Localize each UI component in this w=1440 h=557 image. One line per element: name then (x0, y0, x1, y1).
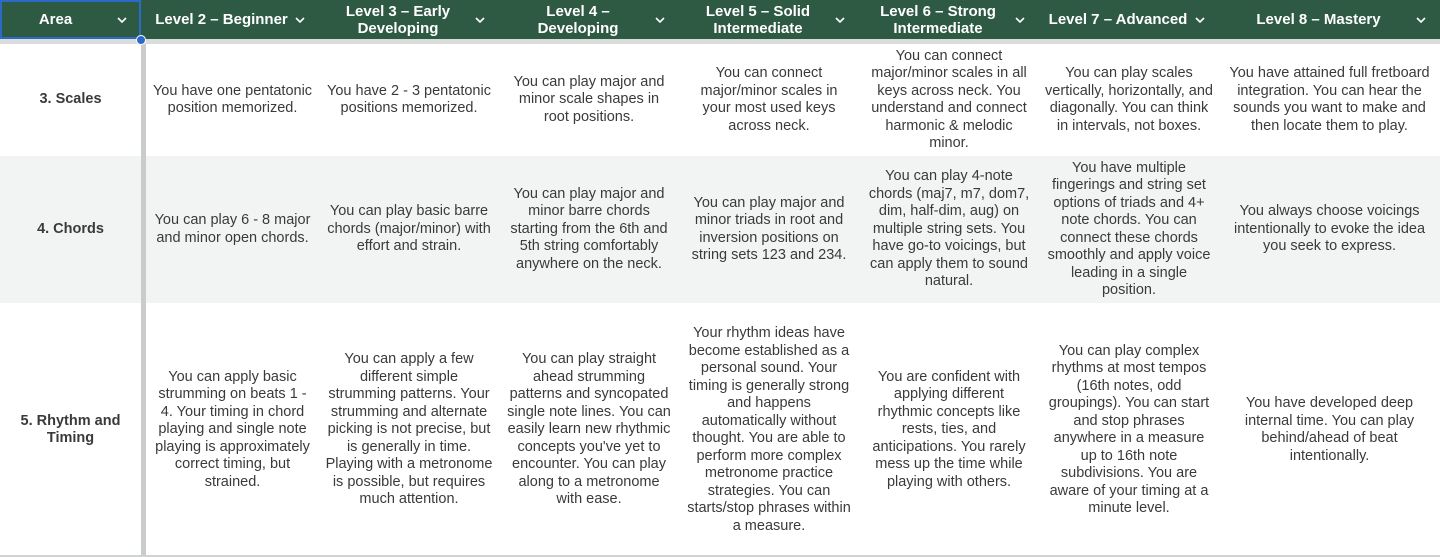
table-cell[interactable]: You always choose voicings intentionally to evoke the idea you seek to express. (1219, 156, 1440, 303)
column-header-level-4[interactable] (499, 0, 679, 39)
column-header-label: Level 3 – Early Developing (345, 2, 451, 37)
table-cell[interactable]: You have one pentatonic position memorized. (146, 44, 319, 156)
table-cell[interactable]: You are confident with applying different rhythmic concepts like rests, ties, and anticipations. You rarely mess up the time while playing with others. (859, 303, 1039, 557)
column-header-label: Level 6 – Strong Intermediate (880, 2, 996, 37)
table-cell[interactable]: You can play basic barre chords (major/minor) with effort and strain. (319, 156, 499, 303)
table-cell[interactable]: You have 2 - 3 pentatonic positions memorized. (319, 44, 499, 156)
chevron-down-icon[interactable] (1416, 15, 1426, 25)
table-cell[interactable]: You can connect major/minor scales in your most used keys across neck. (679, 44, 859, 156)
row-area-rhythm-timing[interactable]: 5. Rhythm and Timing (0, 303, 141, 557)
chevron-down-icon[interactable] (295, 15, 305, 25)
column-header-label: Area (38, 11, 73, 28)
chevron-down-icon[interactable] (117, 15, 127, 25)
column-header-level-3[interactable] (319, 0, 499, 39)
column-header-level-7[interactable] (1039, 0, 1219, 39)
column-header-label: Level 5 – Solid Intermediate (705, 2, 811, 37)
table-cell[interactable]: You can apply a few different simple strumming patterns. Your strumming and alternate picking is not precise, but is generally in time. Playing with a metronome is possible, but requires much attention. (319, 303, 499, 557)
column-header-level-2[interactable] (146, 0, 319, 39)
table-cell[interactable]: You have developed deep internal time. You can play behind/ahead of beat intentionally. (1219, 303, 1440, 557)
table-cell[interactable]: You can play straight ahead strumming patterns and syncopated single note lines. You can easily learn new rhythmic concepts you've yet to encounter. You can play along to a metronome with ease. (499, 303, 679, 557)
table-cell[interactable]: You can connect major/minor scales in all keys across neck. You understand and connect harmonic & melodic minor. (859, 44, 1039, 156)
chevron-down-icon[interactable] (655, 15, 665, 25)
table-cell[interactable]: You can apply basic strumming on beats 1 - 4. Your timing in chord playing and single note playing is approximately correct timing, but strained. (146, 303, 319, 557)
table-cell[interactable]: You have attained full fretboard integration. You can hear the sounds you want to make and then locate them to play. (1219, 44, 1440, 156)
column-header-level-5[interactable] (679, 0, 859, 39)
chevron-down-icon[interactable] (1015, 15, 1025, 25)
column-header-area[interactable] (0, 0, 141, 39)
table-cell[interactable]: You can play complex rhythms at most tempos (16th notes, odd groupings). You can start and stop phrases anywhere in a measure up to 16th note subdivisions. You are aware of your timing at a minute level. (1039, 303, 1219, 557)
column-header-label: Level 7 – Advanced (1048, 11, 1188, 28)
row-area-chords[interactable]: 4. Chords (0, 156, 141, 303)
column-header-label: Level 2 – Beginner (155, 11, 288, 28)
column-header-level-6[interactable] (859, 0, 1039, 39)
row-area-scales[interactable]: 3. Scales (0, 44, 141, 156)
table-cell[interactable]: You can play scales vertically, horizontally, and diagonally. You can think in intervals, not boxes. (1039, 44, 1219, 156)
column-header-level-8[interactable] (1219, 0, 1440, 39)
column-header-label: Level 4 – Developing (537, 2, 619, 37)
chevron-down-icon[interactable] (1195, 15, 1205, 25)
column-resize-handle[interactable] (136, 35, 146, 45)
table-cell[interactable]: You can play major and minor barre chords starting from the 6th and 5th string comfortably anywhere on the neck. (499, 156, 679, 303)
column-header-label: Level 8 – Mastery (1256, 11, 1381, 28)
table-cell[interactable]: You can play major and minor scale shapes in root positions. (499, 44, 679, 156)
chevron-down-icon[interactable] (475, 15, 485, 25)
table-cell[interactable]: You have multiple fingerings and string set options of triads and 4+ note chords. You can connect these chords smoothly and apply voice leading in a single position. (1039, 156, 1219, 303)
table-cell[interactable]: You can play 4-note chords (maj7, m7, dom7, dim, half-dim, aug) on multiple string sets. You have go-to voicings, but can apply them to sound natural. (859, 156, 1039, 303)
chevron-down-icon[interactable] (835, 15, 845, 25)
table-cell[interactable]: You can play 6 - 8 major and minor open chords. (146, 156, 319, 303)
table-cell[interactable]: You can play major and minor triads in root and inversion positions on string sets 123 and 234. (679, 156, 859, 303)
table-cell[interactable]: Your rhythm ideas have become established as a personal sound. Your timing is generally strong and happens automatically without thought. You are able to perform more complex metronome practice strategies. You can starts/stop phrases within a measure. (679, 303, 859, 557)
